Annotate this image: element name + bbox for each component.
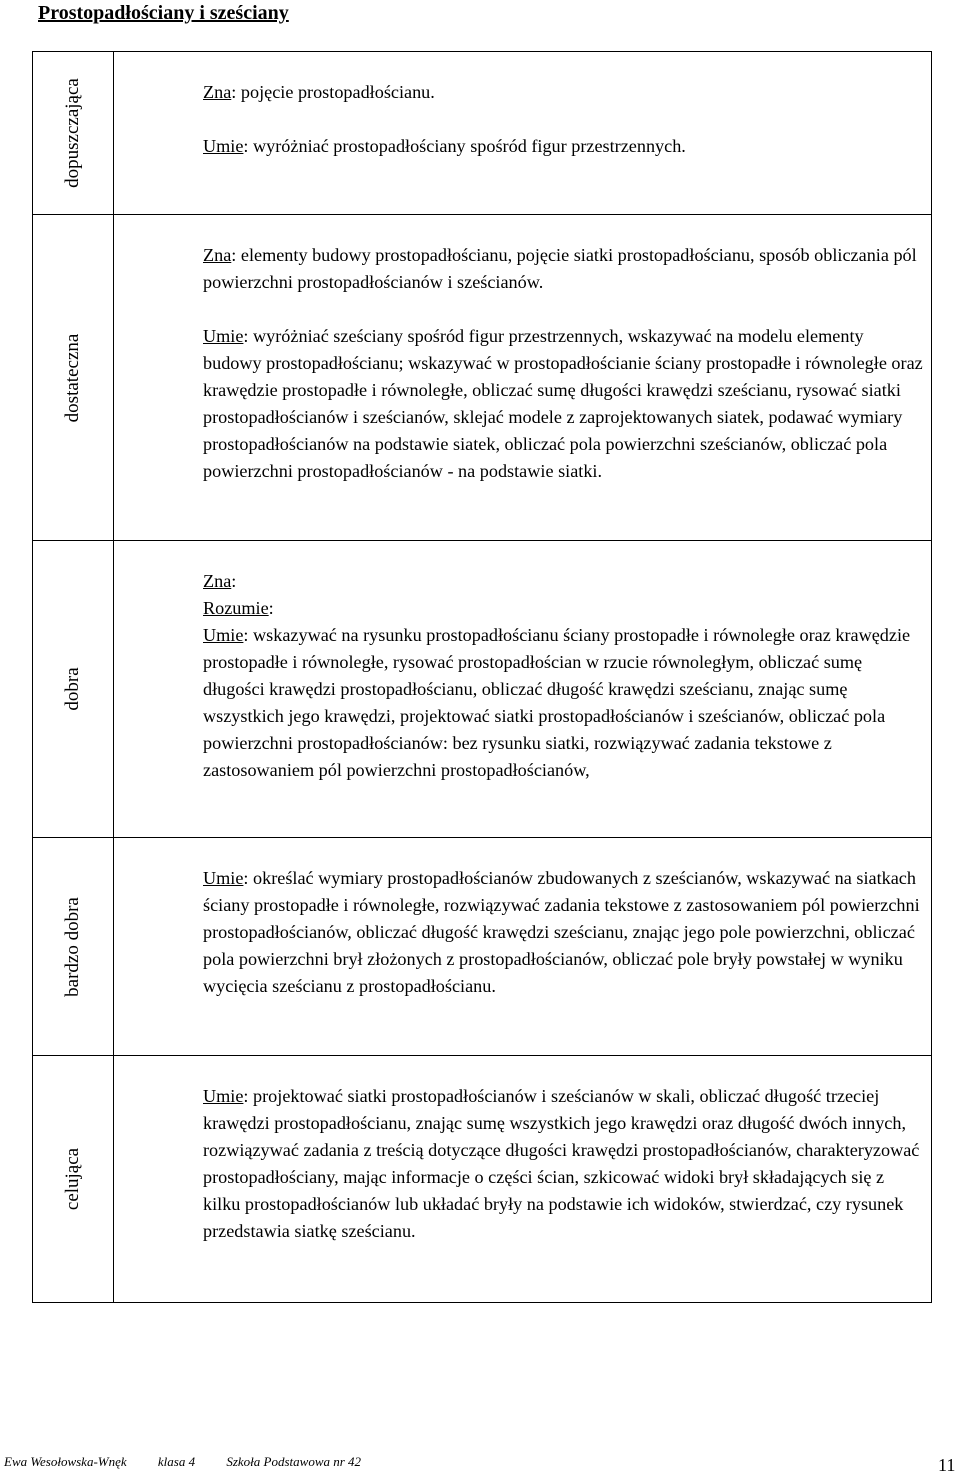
content-cell (114, 215, 932, 541)
requirement-line: Umie: projektować siatki prostopadłościanów i sześcianów w skali, obliczać długość trzeciej krawędzi prostopadłościanu, znając sumę wszystkich jego krawędzi oraz długość dwóch innych, rozwiązywać zadania z treścią dotyczące długości krawędzi prostopadłościanów, charakteryzować prostopadłościany, mając informacje o części ścian, szkicować widoki brył składających się z kilku prostopadłościanów lub układać bryły na podstawie ich widoków, stwierdzać, czy rysunek przedstawia siatkę sześcianu. (203, 1086, 920, 1241)
requirement-label: Umie (203, 625, 244, 645)
requirement-label: Umie (203, 868, 244, 888)
footer-class: klasa 4 (157, 1454, 196, 1469)
table-row (33, 1056, 932, 1303)
table-row (33, 215, 932, 541)
grade-label: dopuszczająca (62, 78, 83, 188)
footer-author: Ewa Wesołowska-Wnęk (4, 1454, 127, 1469)
grade-cell (33, 215, 114, 541)
requirement-label: Zna (203, 245, 232, 265)
page-title: Prostopadłościany i sześciany (38, 2, 289, 24)
requirement-line: Zna: elementy budowy prostopadłościanu, pojęcie siatki prostopadłościanu, sposób obliczania pól powierzchni prostopadłościanów i sześcianów. (203, 245, 917, 292)
grade-label: dobra (62, 667, 83, 711)
table-row (33, 52, 932, 215)
grade-cell (33, 1056, 114, 1303)
content-cell (114, 52, 932, 215)
requirement-label: Umie (203, 1086, 244, 1106)
content-cell (114, 838, 932, 1056)
page-number: 11 (938, 1455, 956, 1475)
page-footer (4, 1454, 389, 1470)
requirement-line: Rozumie: (203, 598, 274, 618)
grade-label: bardzo dobra (62, 896, 83, 997)
requirement-line: Umie: wyróżniać prostopadłościany spośród figur przestrzennych. (203, 136, 686, 156)
requirement-line: Umie: wskazywać na rysunku prostopadłościanu ściany prostopadłe i równoległe oraz krawędzie prostopadłe i równoległe, rysować prostopadłościan w rzucie równoległym, obliczać sumę długości krawędzi prostopadłościanu, obliczać długość krawędzi sześcianu, znając sumę wszystkich jego krawędzi, projektować siatki prostopadłościanów i sześcianów, obliczać pola powierzchni prostopadłościanów: bez rysunku siatki, rozwiązywać zadania tekstowe z zastosowaniem pól powierzchni prostopadłościanów, (203, 625, 911, 780)
table-row (33, 838, 932, 1056)
requirement-line: Zna: pojęcie prostopadłościanu. (203, 82, 435, 102)
requirements-table (32, 51, 932, 1303)
content-cell (114, 541, 932, 838)
grade-cell (33, 52, 114, 215)
table-row (33, 541, 932, 838)
requirement-line: Zna: (203, 571, 237, 591)
grade-label: celująca (62, 1147, 83, 1211)
requirement-line: Umie: określać wymiary prostopadłościanów zbudowanych z sześcianów, wskazywać na siatkach ściany prostopadłe i równoległe, rozwiązywać zadania tekstowe z zastosowaniem pól powierzchni prostopadłościanów, obliczać długość krawędzi sześcianu, znając jego pole powierzchni, obliczać pola powierzchni brył złożonych z prostopadłościanów, obliczać pole bryły powstałej w wyniku wycięcia sześcianu z prostopadłościanu. (203, 868, 920, 996)
grade-label: dostateczna (62, 333, 83, 422)
grade-cell (33, 541, 114, 838)
requirement-label: Rozumie (203, 598, 269, 618)
requirement-label: Zna (203, 82, 232, 102)
content-cell (114, 1056, 932, 1303)
requirement-label: Umie (203, 326, 244, 346)
requirement-label: Zna (203, 571, 232, 591)
requirement-label: Umie (203, 136, 244, 156)
footer-school: Szkoła Podstawowa nr 42 (226, 1454, 362, 1469)
requirement-line: Umie: wyróżniać sześciany spośród figur przestrzennych, wskazywać na modelu elementy budowy prostopadłościanu; wskazywać w prostopadłościanie ściany prostopadłe i równoległe oraz krawędzie prostopadłe i równoległe, obliczać sumę długości krawędzi sześcianu, rysować siatki prostopadłościanów i sześcianów, sklejać modele z zaprojektowanych siatek, podawać wymiary prostopadłościanów na podstawie siatek, obliczać pola powierzchni sześcianów, obliczać pola powierzchni prostopadłościanów - na podstawie siatki. (203, 326, 923, 481)
grade-cell (33, 838, 114, 1056)
